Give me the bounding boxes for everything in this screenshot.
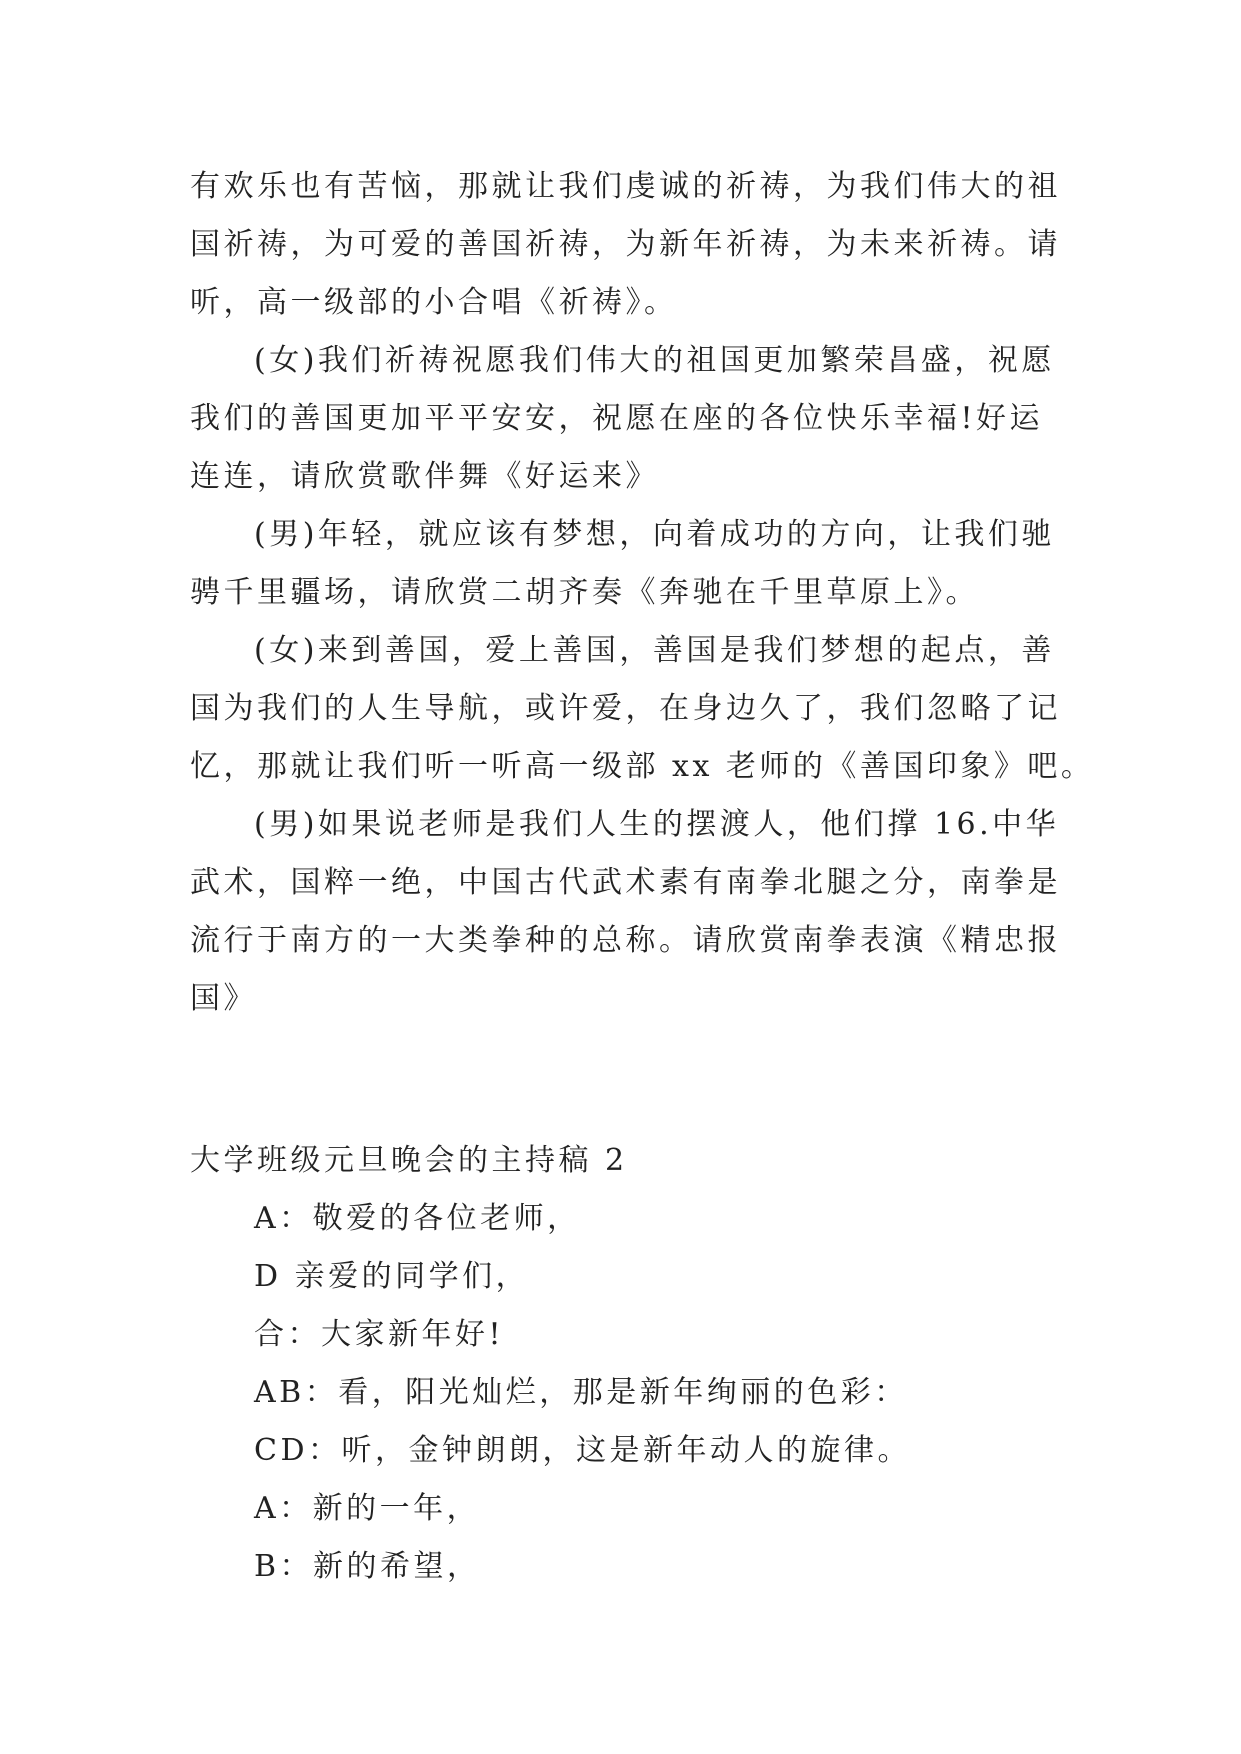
dialogue-line: 合：大家新年好!: [254, 1317, 505, 1352]
paragraph-line: 我们的善国更加平平安安，祝愿在座的各位快乐幸福!好运: [190, 401, 1044, 436]
paragraph-line: 流行于南方的一大类拳种的总称。请欣赏南拳表演《精忠报: [190, 923, 1061, 958]
paragraph-line: 国祈祷，为可爱的善国祈祷，为新年祈祷，为未来祈祷。请: [190, 227, 1061, 262]
section-title: 大学班级元旦晚会的主持稿 2: [190, 1143, 628, 1178]
dialogue-line: CD：听，金钟朗朗，这是新年动人的旋律。: [254, 1433, 912, 1468]
dialogue-line: D 亲爱的同学们，: [254, 1259, 530, 1294]
dialogue-line: A：新的一年，: [254, 1491, 481, 1526]
paragraph-line: 有欢乐也有苦恼，那就让我们虔诚的祈祷，为我们伟大的祖: [190, 169, 1061, 204]
dialogue-line: A：敬爱的各位老师，: [254, 1201, 581, 1236]
section-spacer: [190, 1028, 1050, 1132]
paragraph-line: (女)我们祈祷祝愿我们伟大的祖国更加繁荣昌盛，祝愿: [254, 343, 1055, 378]
paragraph-line: (男)年轻，就应该有梦想，向着成功的方向，让我们驰: [254, 517, 1055, 552]
paragraph-line: 连连，请欣赏歌伴舞《好运来》: [190, 459, 659, 494]
document-body: [190, 158, 1095, 1596]
paragraph-line: 国为我们的人生导航，或许爱，在身边久了，我们忽略了记: [190, 691, 1061, 726]
paragraph-line: (女)来到善国，爱上善国，善国是我们梦想的起点，善: [254, 633, 1055, 668]
dialogue-line: B：新的希望，: [254, 1549, 481, 1584]
paragraph-line: 骋千里疆场，请欣赏二胡齐奏《奔驰在千里草原上》。: [190, 575, 979, 610]
paragraph-line: 武术，国粹一绝，中国古代武术素有南拳北腿之分，南拳是: [190, 865, 1061, 900]
dialogue-line: AB：看，阳光灿烂，那是新年绚丽的色彩：: [254, 1375, 908, 1410]
paragraph-line: (男)如果说老师是我们人生的摆渡人，他们撑 16.中华: [254, 807, 1060, 842]
paragraph-line: 国》: [190, 981, 257, 1016]
paragraph-line: 听，高一级部的小合唱《祈祷》。: [190, 285, 678, 320]
paragraph-line: 忆，那就让我们听一听高一级部 xx 老师的《善国印象》吧。: [190, 749, 1095, 784]
